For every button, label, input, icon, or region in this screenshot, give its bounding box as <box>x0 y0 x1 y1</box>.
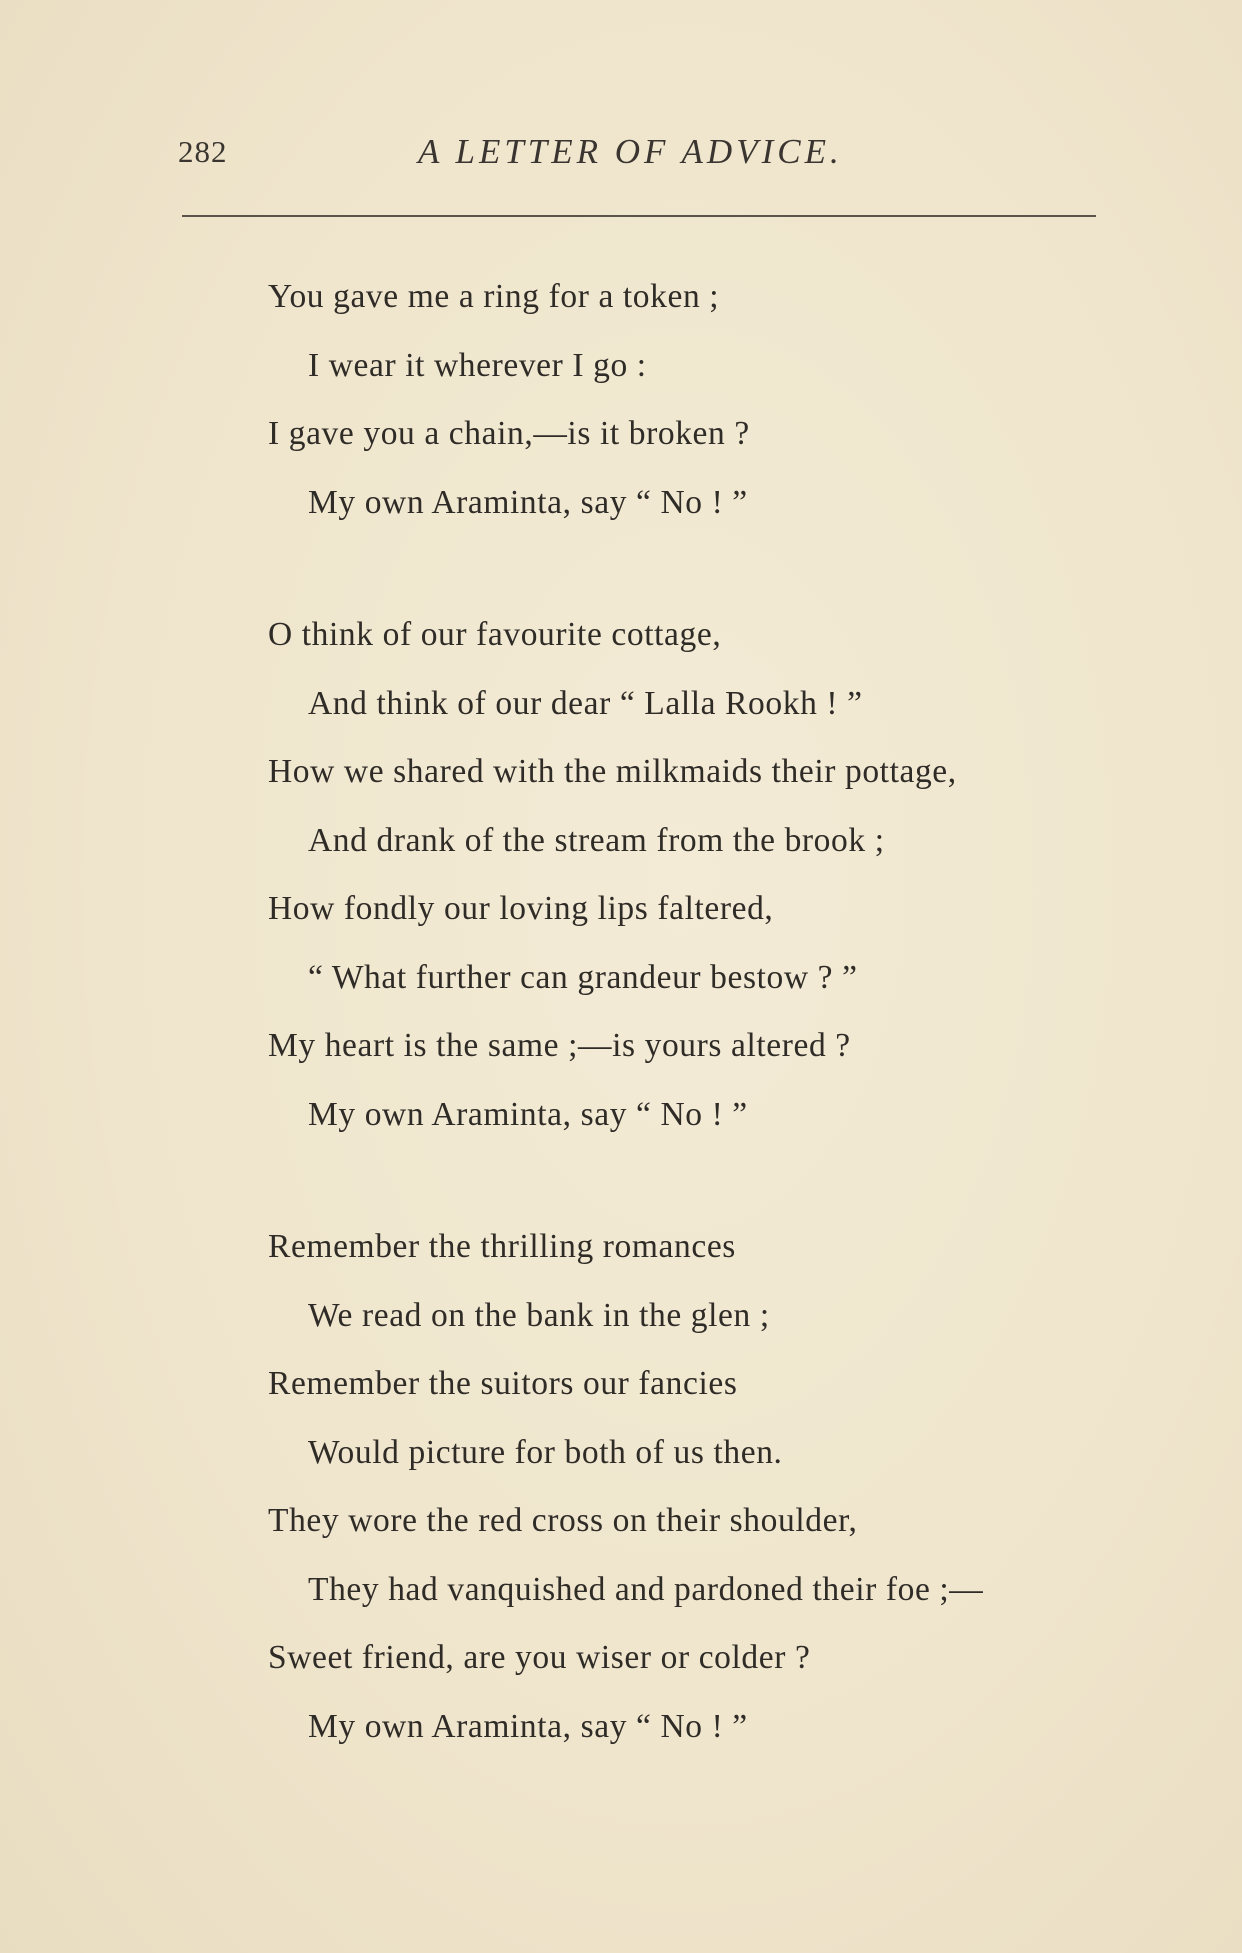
poem-line: Remember the thrilling romances <box>268 1228 736 1265</box>
poem-line: My own Araminta, say “ No ! ” <box>308 483 748 521</box>
poem-line: They had vanquished and pardoned their foe ;— <box>308 1570 984 1608</box>
stanza-3 <box>268 1213 1168 1761</box>
poem-line: Sweet friend, are you wiser or colder ? <box>268 1639 811 1676</box>
poem-line: My heart is the same ;—is yours altered ? <box>268 1027 851 1064</box>
poem-line: I gave you a chain,—is it broken ? <box>268 415 750 452</box>
poem-line: My own Araminta, say “ No ! ” <box>308 1095 748 1133</box>
page-header <box>0 128 1242 178</box>
stanza-2 <box>268 601 1168 1149</box>
poem-line: You gave me a ring for a token ; <box>268 278 720 315</box>
poem-line: How fondly our loving lips faltered, <box>268 890 774 927</box>
stanza-1 <box>268 263 1168 537</box>
poem-line: We read on the bank in the glen ; <box>308 1296 770 1334</box>
poem-line: “ What further can grandeur bestow ? ” <box>308 958 858 996</box>
poem-line: Remember the suitors our fancies <box>268 1365 738 1402</box>
poem-line: How we shared with the milkmaids their pottage, <box>268 753 957 790</box>
poem-line: And think of our dear “ Lalla Rookh ! ” <box>308 684 863 722</box>
poem-line: O think of our favourite cottage, <box>268 616 722 653</box>
running-title: A LETTER OF ADVICE. <box>418 132 843 171</box>
poem-line: I wear it wherever I go : <box>308 346 647 384</box>
header-rule <box>182 215 1096 217</box>
poem-line: And drank of the stream from the brook ; <box>308 821 885 859</box>
poem <box>268 263 1168 1825</box>
poem-line: They wore the red cross on their shoulder, <box>268 1502 858 1539</box>
page-number: 282 <box>178 134 228 169</box>
poem-line: My own Araminta, say “ No ! ” <box>308 1707 748 1745</box>
poem-line: Would picture for both of us then. <box>308 1433 783 1471</box>
